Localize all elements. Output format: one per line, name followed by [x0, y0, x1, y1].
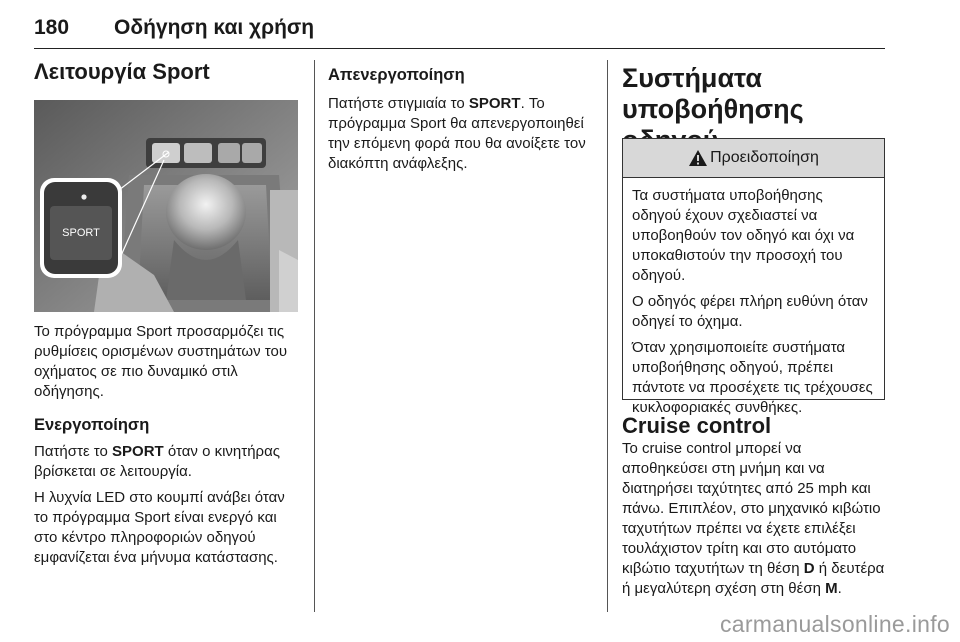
warning-body — [623, 178, 884, 418]
cruise-control-text: Το cruise control μπορεί να αποθηκεύσει στη μνήμη και να διατηρήσει ταχύτητες από 25 mph και πάνω. Επιπλέον, στο μηχανικό κιβώτιο ταχυτήτων πρέπει να έχετε επιλέξει τουλάχιστον τρίτη και στο αυτόματο κιβώτιο ταχυτήτων τη θέση D ή δευτέρα ή μεγαλύτερη σχέση στη θέση M. — [622, 440, 885, 597]
middle-column — [328, 64, 596, 174]
photo-button-label: SPORT — [62, 227, 100, 239]
activation-heading: Ενεργοποίηση — [34, 416, 150, 434]
running-title: Οδήγηση και χρήση — [114, 16, 315, 39]
deactivation-heading: Απενεργοποίηση — [328, 66, 465, 84]
warning-paragraph: Όταν χρησιμοποιείτε συστήματα υποβοήθησης οδηγού, πρέπει πάντοτε να προσέχετε τις τρέχουσες κυκλοφοριακές συνθήκες. — [632, 339, 873, 416]
warning-triangle-icon — [688, 149, 708, 167]
warning-box — [622, 138, 885, 416]
deactivation-text: Πατήστε στιγμιαία το SPORT. Το πρόγραμμα Sport θα απενεργοποιηθεί την επόμενη φορά που θα ανοίξετε τον διακόπτη ανάφλεξης. — [328, 95, 586, 172]
warning-header — [623, 139, 884, 178]
page-number: 180 — [34, 16, 70, 39]
activation-text: Πατήστε το SPORT όταν ο κινητήρας βρίσκεται σε λειτουργία. — [34, 443, 280, 480]
left-column — [34, 58, 302, 85]
sport-mode-intro: Το πρόγραμμα Sport προσαρμόζει τις ρυθμίσεις ορισμένων συστημάτων του οχήματος σε πιο δυναμικό στιλ οδήγησης. — [34, 323, 288, 400]
section-heading-driver-assistance: Συστήματα υποβοήθησης — [622, 63, 804, 124]
watermark: carmanualsonline.info — [719, 611, 950, 637]
section-heading-sport-mode: Λειτουργία Sport — [34, 59, 210, 84]
warning-title: Προειδοποίηση — [710, 149, 819, 166]
column-divider-left — [314, 60, 315, 612]
console-illustration — [34, 100, 298, 312]
led-text: Η λυχνία LED στο κουμπί ανάβει όταν το πρόγραμμα Sport είναι ενεργό και στο κέντρο πληροφοριών οδηγού εμφανίζεται ένα μήνυμα κατάστασης. — [34, 489, 285, 566]
left-column-text — [34, 322, 302, 568]
page-header — [34, 10, 885, 49]
column-divider-right — [607, 60, 608, 612]
warning-paragraph: Τα συστήματα υποβοήθησης οδηγού έχουν σχεδιαστεί να υποβοηθούν τον οδηγό και όχι να υποκαθιστούν την προσοχή του οδηγού. — [632, 187, 855, 284]
sport-button-photo — [34, 100, 298, 312]
warning-paragraph: Ο οδηγός φέρει πλήρη ευθύνη όταν οδηγεί το όχημα. — [632, 293, 868, 330]
cruise-control-section — [622, 412, 887, 599]
cruise-control-heading: Cruise control — [622, 413, 772, 438]
